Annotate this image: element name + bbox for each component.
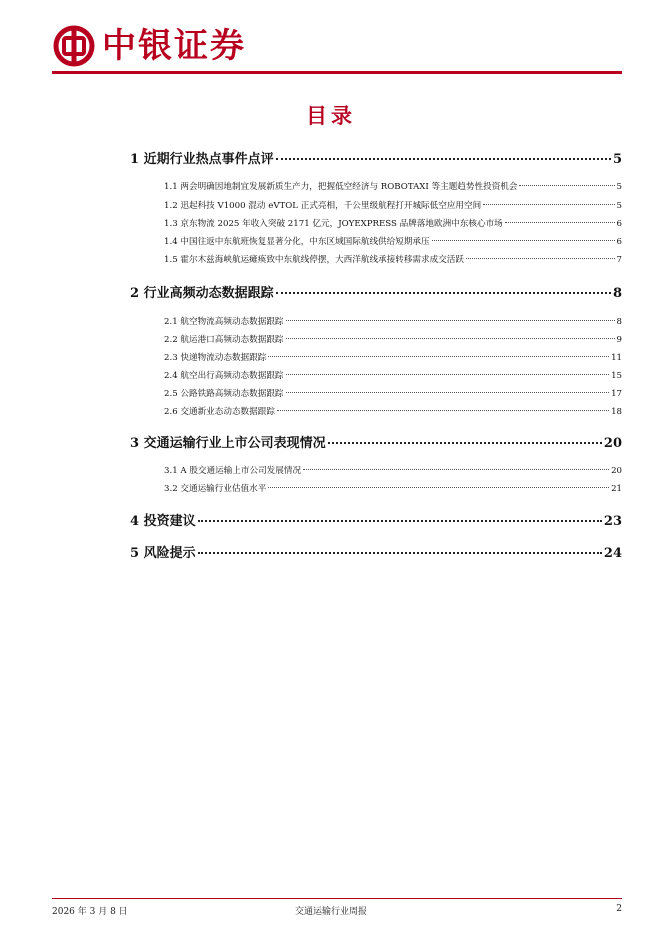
toc-entry-2-2[interactable]	[164, 333, 622, 345]
dot-leader	[303, 469, 609, 470]
toc-entry-page: 6	[616, 237, 622, 247]
dot-leader	[198, 552, 602, 554]
toc-entry-section-3[interactable]	[130, 432, 622, 451]
dot-leader	[483, 204, 614, 205]
toc-entry-1-5[interactable]	[164, 253, 622, 265]
toc-entry-page: 24	[603, 546, 622, 561]
toc-entry-label: 2.2 航运港口高频动态数据跟踪	[164, 335, 284, 345]
toc-entry-2-4[interactable]	[164, 369, 622, 381]
toc-entry-label: 2.4 航空出行高频动态数据跟踪	[164, 371, 284, 381]
toc-entry-3-2[interactable]	[164, 482, 622, 494]
toc-entry-page: 15	[611, 371, 622, 381]
dot-leader	[268, 487, 609, 488]
toc-entry-page: 23	[603, 514, 622, 529]
dot-leader	[466, 258, 615, 259]
dot-leader	[268, 356, 609, 357]
toc-entry-label: 1 近期行业热点事件点评	[130, 152, 274, 167]
toc-entry-page: 5	[616, 182, 622, 192]
toc-entry-2-3[interactable]	[164, 351, 622, 363]
toc-entry-label: 3.1 A 股交通运输上市公司发展情况	[164, 466, 302, 476]
toc-entry-page: 5	[616, 201, 622, 211]
toc-entry-page: 8	[612, 286, 622, 301]
toc-entry-1-4[interactable]	[164, 235, 622, 247]
toc-entry-section-4[interactable]	[130, 510, 622, 529]
dot-leader	[286, 320, 615, 321]
footer-date: 2026 年 3 月 8 日	[52, 907, 128, 917]
toc-entry-page: 17	[611, 389, 622, 399]
dot-leader	[286, 338, 615, 339]
toc-entry-page: 9	[616, 335, 622, 345]
toc-entry-page: 18	[611, 407, 622, 417]
toc-entry-page: 5	[612, 152, 622, 167]
toc-entry-label: 2.6 交通新业态动态数据跟踪	[164, 407, 275, 417]
toc-entry-page: 8	[616, 317, 622, 327]
toc-entry-label: 5 风险提示	[130, 546, 196, 561]
dot-leader	[328, 442, 602, 444]
toc-entry-label: 4 投资建议	[130, 514, 196, 529]
toc-entry-label: 2.5 公路铁路高频动态数据跟踪	[164, 389, 284, 399]
footer-page-number: 2	[616, 904, 622, 914]
toc-entry-label: 3.2 交通运输行业估值水平	[164, 484, 267, 494]
dot-leader	[432, 240, 615, 241]
toc-entry-label: 2 行业高频动态数据跟踪	[130, 286, 274, 301]
toc-entry-page: 20	[603, 436, 622, 451]
toc-entry-label: 1.1 两会明确因地制宜发展新质生产力，把握低空经济与 ROBOTAXI 等主题趋势性投资机会	[164, 182, 518, 192]
toc-entry-label: 1.4 中国往返中东航班恢复显著分化，中东区域国际航线供给短期承压	[164, 237, 430, 247]
toc-entry-label: 3 交通运输行业上市公司表现情况	[130, 436, 326, 451]
toc-entry-1-3[interactable]	[164, 217, 622, 229]
dot-leader	[198, 520, 602, 522]
toc-entry-3-1[interactable]	[164, 464, 622, 476]
dot-leader	[276, 292, 611, 294]
dot-leader	[286, 374, 610, 375]
toc-entry-page: 7	[616, 255, 622, 265]
toc-entry-2-1[interactable]	[164, 315, 622, 327]
toc-entry-page: 20	[611, 466, 622, 476]
toc-entry-label: 1.3 京东物流 2025 年收入突破 2171 亿元，JOYEXPRESS 品牌落地欧洲中东核心市场	[164, 219, 503, 229]
bank-of-china-logo-icon	[52, 24, 96, 68]
dot-leader	[276, 158, 611, 160]
dot-leader	[277, 410, 609, 411]
toc-entry-2-5[interactable]	[164, 387, 622, 399]
toc-entry-label: 2.3 快递物流动态数据跟踪	[164, 353, 267, 363]
toc-title: 目录	[306, 104, 356, 128]
toc-entry-label: 1.5 霍尔木兹海峡航运瘫痪致中东航线停摆，大西洋航线承接转移需求成交活跃	[164, 255, 464, 265]
header-divider	[52, 71, 622, 74]
toc-entry-page: 6	[616, 219, 622, 229]
page-header	[0, 0, 662, 80]
toc-entry-1-1[interactable]	[164, 180, 622, 192]
toc-entry-section-5[interactable]	[130, 542, 622, 561]
brand-name: 中银证券	[102, 26, 246, 66]
dot-leader	[505, 222, 615, 223]
footer-divider	[52, 898, 622, 899]
toc-entry-page: 11	[611, 353, 622, 363]
dot-leader	[519, 185, 614, 186]
toc-entry-label: 2.1 航空物流高频动态数据跟踪	[164, 317, 284, 327]
toc-entry-2-6[interactable]	[164, 405, 622, 417]
toc-entry-1-2[interactable]	[164, 199, 622, 211]
toc-entry-section-1[interactable]	[130, 148, 622, 167]
dot-leader	[286, 392, 610, 393]
toc-entry-section-2[interactable]	[130, 282, 622, 301]
toc-entry-label: 1.2 迅起科技 V1000 混动 eVTOL 正式亮相，千公里级航程打开城际低空应用空间	[164, 201, 482, 211]
toc-entry-page: 21	[611, 484, 622, 494]
footer-report-name: 交通运输行业周报	[294, 907, 367, 917]
